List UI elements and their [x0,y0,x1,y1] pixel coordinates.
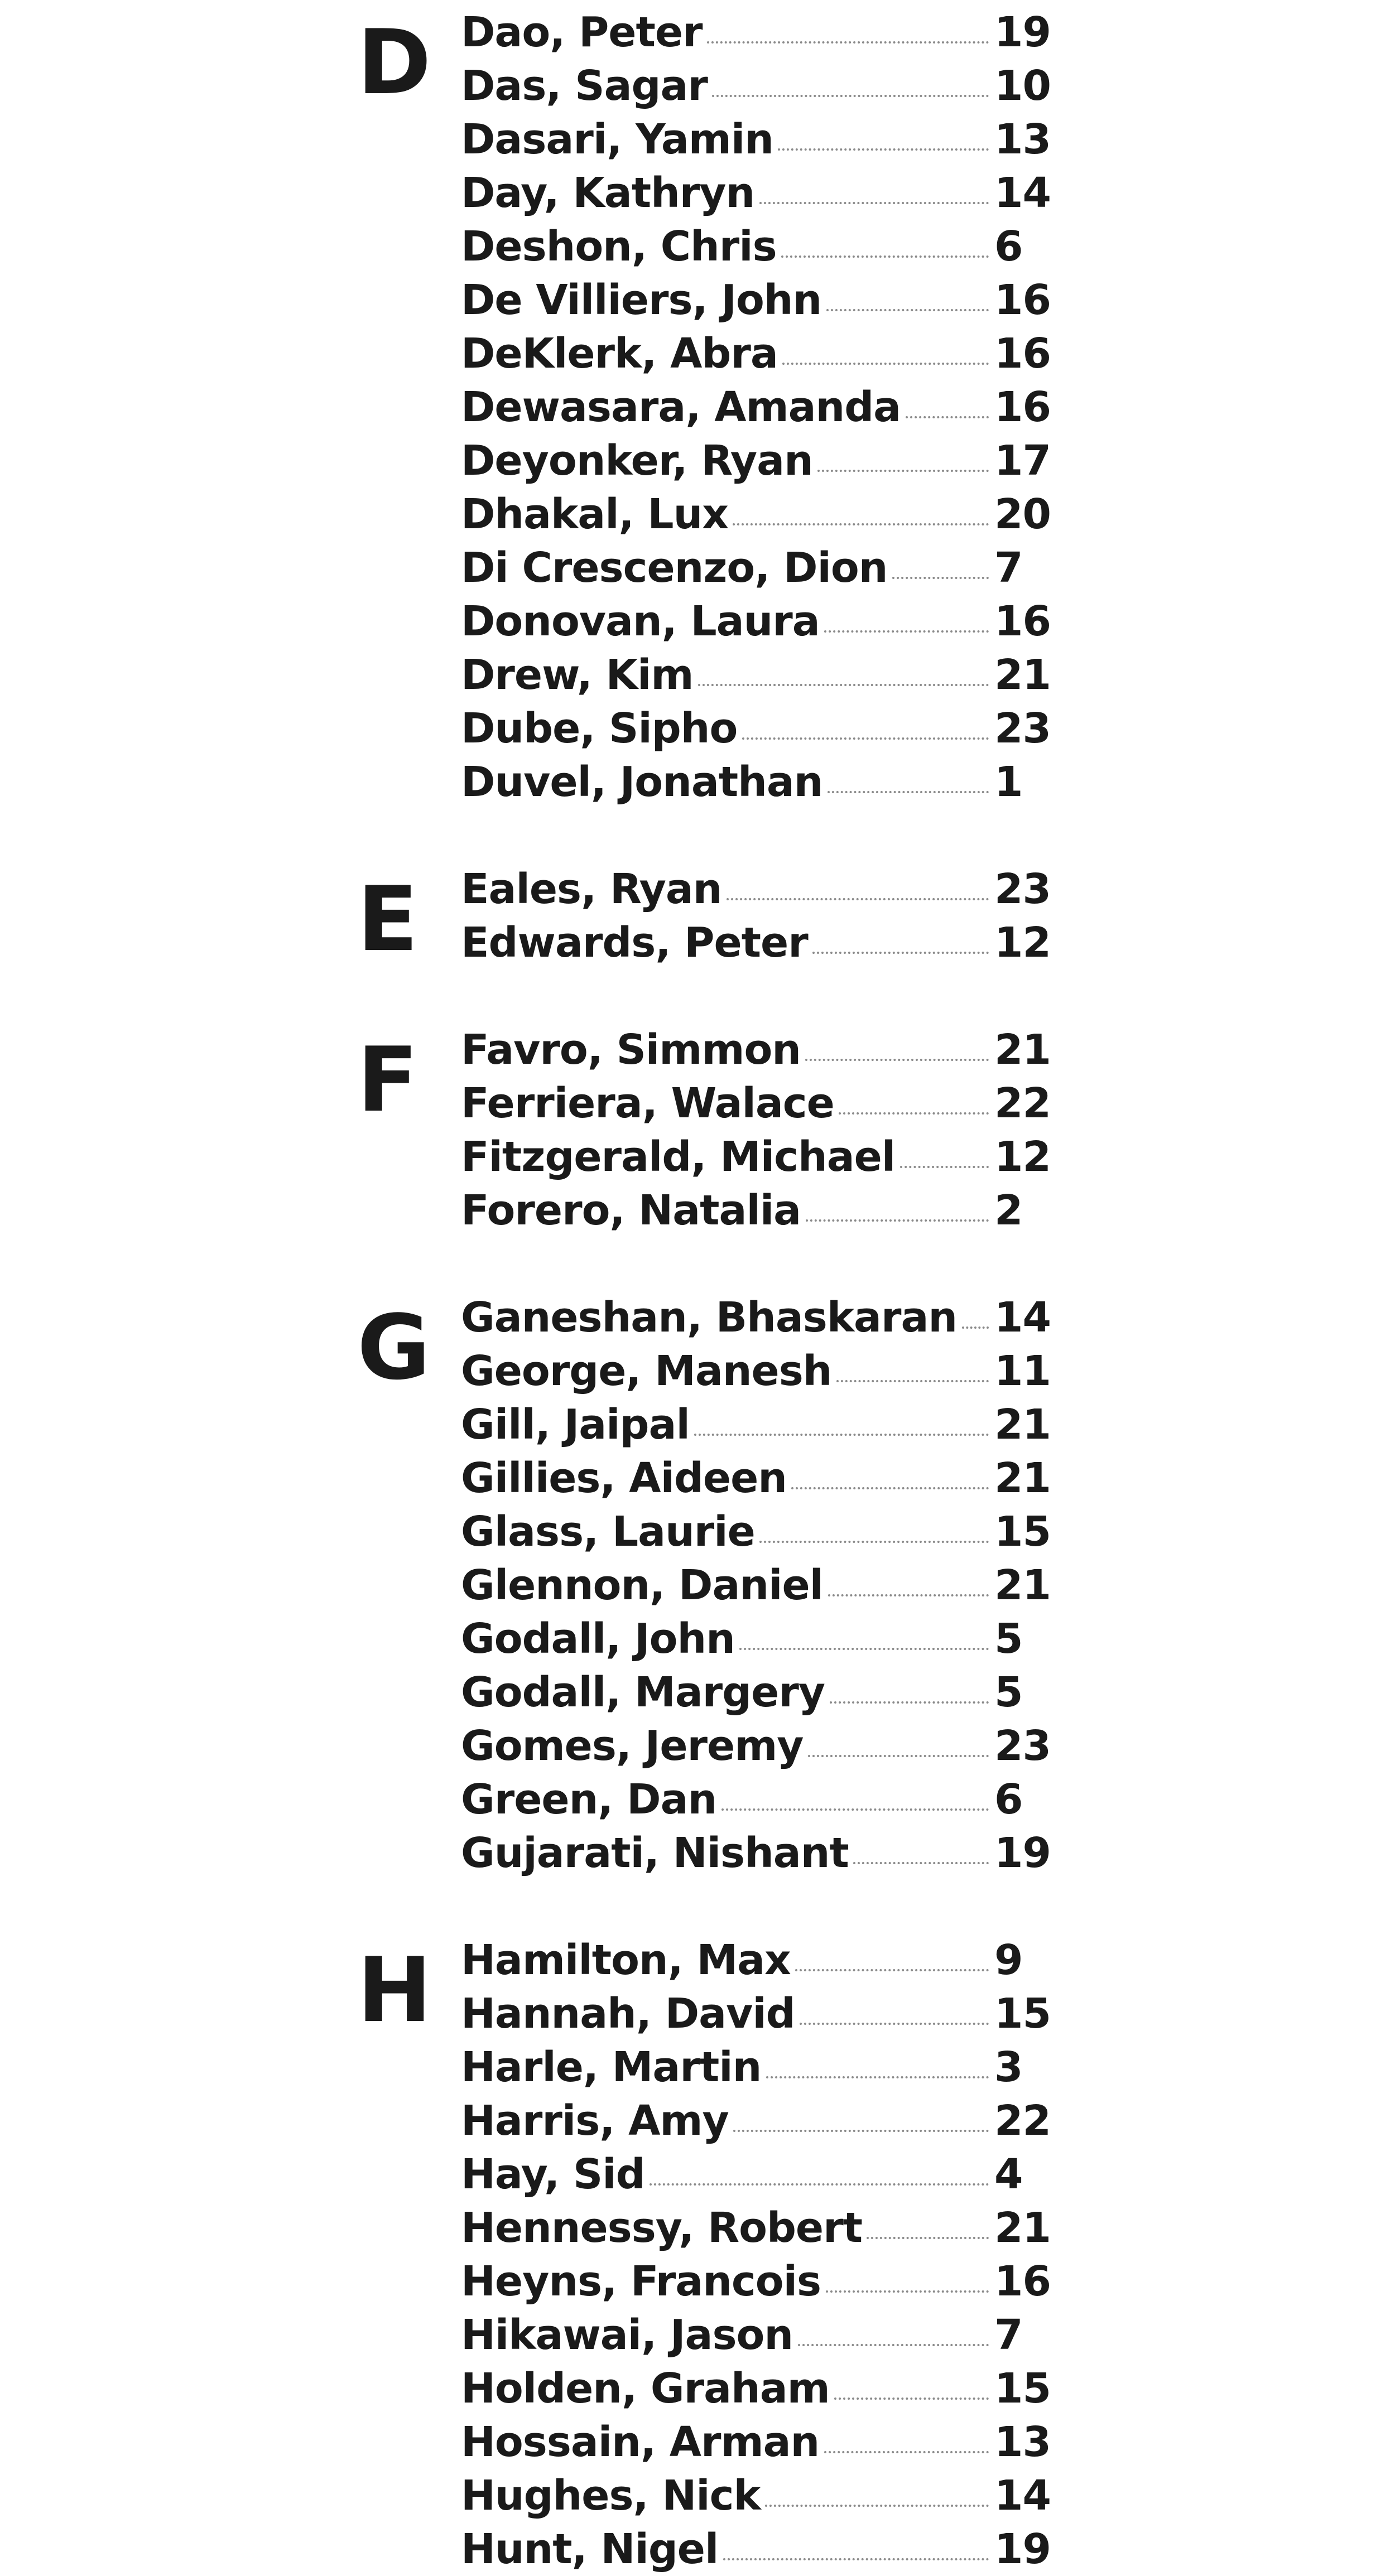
index-entry [461,166,1069,220]
dot-leader [650,2183,989,2186]
index-entry [461,2415,1069,2469]
entry-page-number: 23 [994,705,1051,752]
index-entry [461,648,1069,702]
entry-name: Green, Dan [461,1776,717,1824]
dot-leader [830,1701,989,1704]
entry-page-number: 9 [994,1936,1023,1984]
entry-page-number: 6 [994,223,1023,271]
entry-page-number: 13 [994,115,1051,163]
dot-leader [778,148,989,151]
index-entry [461,1612,1069,1666]
entry-name: Gillies, Aideen [461,1454,787,1502]
entry-name: Godall, Margery [461,1668,825,1716]
index-entry [461,2362,1069,2415]
index-entry [461,2094,1069,2148]
index-entry [461,755,1069,809]
dot-leader [817,470,989,472]
dot-leader [892,577,989,579]
index-entry [461,862,1069,916]
dot-leader [834,2397,989,2400]
dot-leader [739,1648,989,1650]
dot-leader [828,791,989,793]
dot-leader [707,41,989,44]
entry-page-number: 19 [994,2525,1051,2573]
entry-page-number: 14 [994,2472,1051,2520]
index-entry [461,1773,1069,1826]
entry-page-number: 21 [994,1401,1051,1449]
entry-name: Glennon, Daniel [461,1561,824,1609]
entry-name: Dewasara, Amanda [461,383,901,431]
dot-leader [698,684,989,686]
index-entry [461,380,1069,434]
dot-leader [766,2076,989,2078]
entry-page-number: 12 [994,919,1051,967]
dot-leader [800,2023,989,2025]
index-entry [461,59,1069,113]
index-entry [461,2201,1069,2255]
entry-name: Ferriera, Walace [461,1079,834,1127]
entry-page-number: 15 [994,1508,1051,1556]
dot-leader [867,2237,989,2239]
dot-leader [808,1755,989,1757]
entry-name: DeKlerk, Abra [461,330,778,378]
dot-leader [806,1219,989,1222]
dot-leader [853,1862,989,1864]
entry-name: Forero, Natalia [461,1186,801,1234]
entry-name: Deshon, Chris [461,223,777,271]
index-entry [461,2148,1069,2201]
dot-leader [798,2344,989,2346]
entry-name: Drew, Kim [461,651,694,699]
section-letter: F [357,1027,417,1132]
entry-name: George, Manesh [461,1347,832,1395]
dot-leader [765,2505,989,2507]
index-entry [461,113,1069,166]
entry-page-number: 21 [994,2204,1051,2252]
entry-page-number: 5 [994,1668,1023,1716]
dot-leader [826,309,989,311]
index-entry [461,1559,1069,1612]
index-entry [461,2469,1069,2522]
dot-leader [824,630,989,633]
entry-page-number: 21 [994,1026,1051,1074]
entry-page-number: 17 [994,437,1051,485]
index-entry [461,1077,1069,1130]
entry-name: Holden, Graham [461,2365,830,2413]
dot-leader [836,1380,989,1382]
entry-page-number: 21 [994,1454,1051,1502]
entry-name: Ganeshan, Bhaskaran [461,1294,958,1342]
dot-leader [721,1808,989,1811]
index-entry [461,1291,1069,1344]
dot-leader [795,1969,989,1971]
entry-name: Godall, John [461,1615,735,1663]
entry-page-number: 4 [994,2150,1023,2198]
entry-name: Gujarati, Nishant [461,1829,849,1877]
index-entry [461,702,1069,755]
entry-name: Eales, Ryan [461,865,722,913]
entry-name: De Villiers, John [461,276,822,324]
index-entry [461,2522,1069,2576]
index-entry [461,1987,1069,2040]
entry-page-number: 10 [994,62,1051,110]
index-entry [461,541,1069,595]
index-entry [461,2308,1069,2362]
entry-page-number: 6 [994,1776,1023,1824]
index-entry [461,6,1069,59]
dot-leader [826,2290,989,2293]
entry-page-number: 12 [994,1133,1051,1181]
entry-name: Dhakal, Lux [461,490,728,538]
entry-name: Duvel, Jonathan [461,758,823,806]
entry-name: Hamilton, Max [461,1936,791,1984]
entry-page-number: 22 [994,1079,1051,1127]
entry-name: Harle, Martin [461,2043,762,2091]
entry-page-number: 3 [994,2043,1023,2091]
index-entry [461,1505,1069,1559]
entry-page-number: 7 [994,544,1023,592]
entry-name: Glass, Laurie [461,1508,755,1556]
dot-leader [906,416,989,418]
dot-leader [812,952,989,954]
dot-leader [781,255,989,258]
entry-name: Hennessy, Robert [461,2204,862,2252]
entry-name: Hunt, Nigel [461,2525,719,2573]
entry-page-number: 19 [994,1829,1051,1877]
entry-page-number: 11 [994,1347,1051,1395]
index-entry [461,2040,1069,2094]
entry-name: Edwards, Peter [461,919,808,967]
entry-name: Di Crescenzo, Dion [461,544,888,592]
index-entry [461,1451,1069,1505]
entry-page-number: 20 [994,490,1051,538]
index-entry [461,1719,1069,1773]
entry-name: Dao, Peter [461,8,703,56]
entry-page-number: 1 [994,758,1023,806]
dot-leader [742,737,989,740]
entry-page-number: 23 [994,1722,1051,1770]
entry-page-number: 16 [994,330,1051,378]
entry-page-number: 13 [994,2418,1051,2466]
dot-leader [759,202,989,204]
dot-leader [727,898,989,900]
entry-name: Favro, Simmon [461,1026,801,1074]
index-entry [461,1826,1069,1880]
index-entry [461,220,1069,273]
entry-name: Harris, Amy [461,2097,729,2145]
dot-leader [733,2130,989,2132]
entry-name: Dasari, Yamin [461,115,773,163]
entry-name: Hikawai, Jason [461,2311,793,2359]
index-entry [461,1344,1069,1398]
section-letter: H [357,1938,431,2042]
dot-leader [791,1487,989,1489]
dot-leader [782,363,989,365]
section-letter: D [357,10,430,114]
index-entry [461,1023,1069,1077]
entry-name: Deyonker, Ryan [461,437,813,485]
section-letter: G [357,1295,430,1400]
entry-page-number: 16 [994,597,1051,645]
index-entry [461,595,1069,648]
entry-name: Hay, Sid [461,2150,645,2198]
entry-name: Dube, Sipho [461,705,738,752]
dot-leader [828,1594,989,1596]
index-entry [461,1130,1069,1184]
entry-name: Gill, Jaipal [461,1401,690,1449]
entry-page-number: 5 [994,1615,1023,1663]
entry-page-number: 14 [994,169,1051,217]
entry-page-number: 21 [994,651,1051,699]
dot-leader [712,95,989,97]
entry-page-number: 15 [994,1990,1051,2038]
entry-page-number: 2 [994,1186,1023,1234]
index-entry [461,1184,1069,1237]
entry-page-number: 15 [994,2365,1051,2413]
entry-page-number: 22 [994,2097,1051,2145]
dot-leader [733,523,989,525]
entry-name: Hannah, David [461,1990,795,2038]
entry-page-number: 19 [994,8,1051,56]
index-entry [461,327,1069,380]
section-letter: E [357,867,417,971]
index-entry [461,1666,1069,1719]
entry-name: Gomes, Jeremy [461,1722,804,1770]
index-entry [461,2255,1069,2308]
entry-page-number: 7 [994,2311,1023,2359]
dot-leader [723,2558,989,2560]
entry-page-number: 16 [994,383,1051,431]
index-entry [461,273,1069,327]
entry-page-number: 14 [994,1294,1051,1342]
dot-leader [839,1112,989,1115]
dot-leader [805,1059,989,1061]
index-entry [461,1398,1069,1451]
entry-name: Day, Kathryn [461,169,755,217]
dot-leader [759,1541,989,1543]
dot-leader [900,1166,989,1168]
entry-page-number: 23 [994,865,1051,913]
entry-name: Das, Sagar [461,62,708,110]
index-entry [461,916,1069,969]
entry-page-number: 16 [994,2257,1051,2305]
entry-page-number: 21 [994,1561,1051,1609]
entry-name: Fitzgerald, Michael [461,1133,896,1181]
index-entry [461,434,1069,488]
index-entry [461,488,1069,541]
dot-leader [962,1326,989,1329]
entry-name: Donovan, Laura [461,597,820,645]
index-entry [461,1933,1069,1987]
entry-page-number: 16 [994,276,1051,324]
entry-name: Heyns, Francois [461,2257,821,2305]
dot-leader [824,2451,989,2453]
entry-name: Hughes, Nick [461,2472,761,2520]
dot-leader [694,1434,989,1436]
entry-name: Hossain, Arman [461,2418,820,2466]
